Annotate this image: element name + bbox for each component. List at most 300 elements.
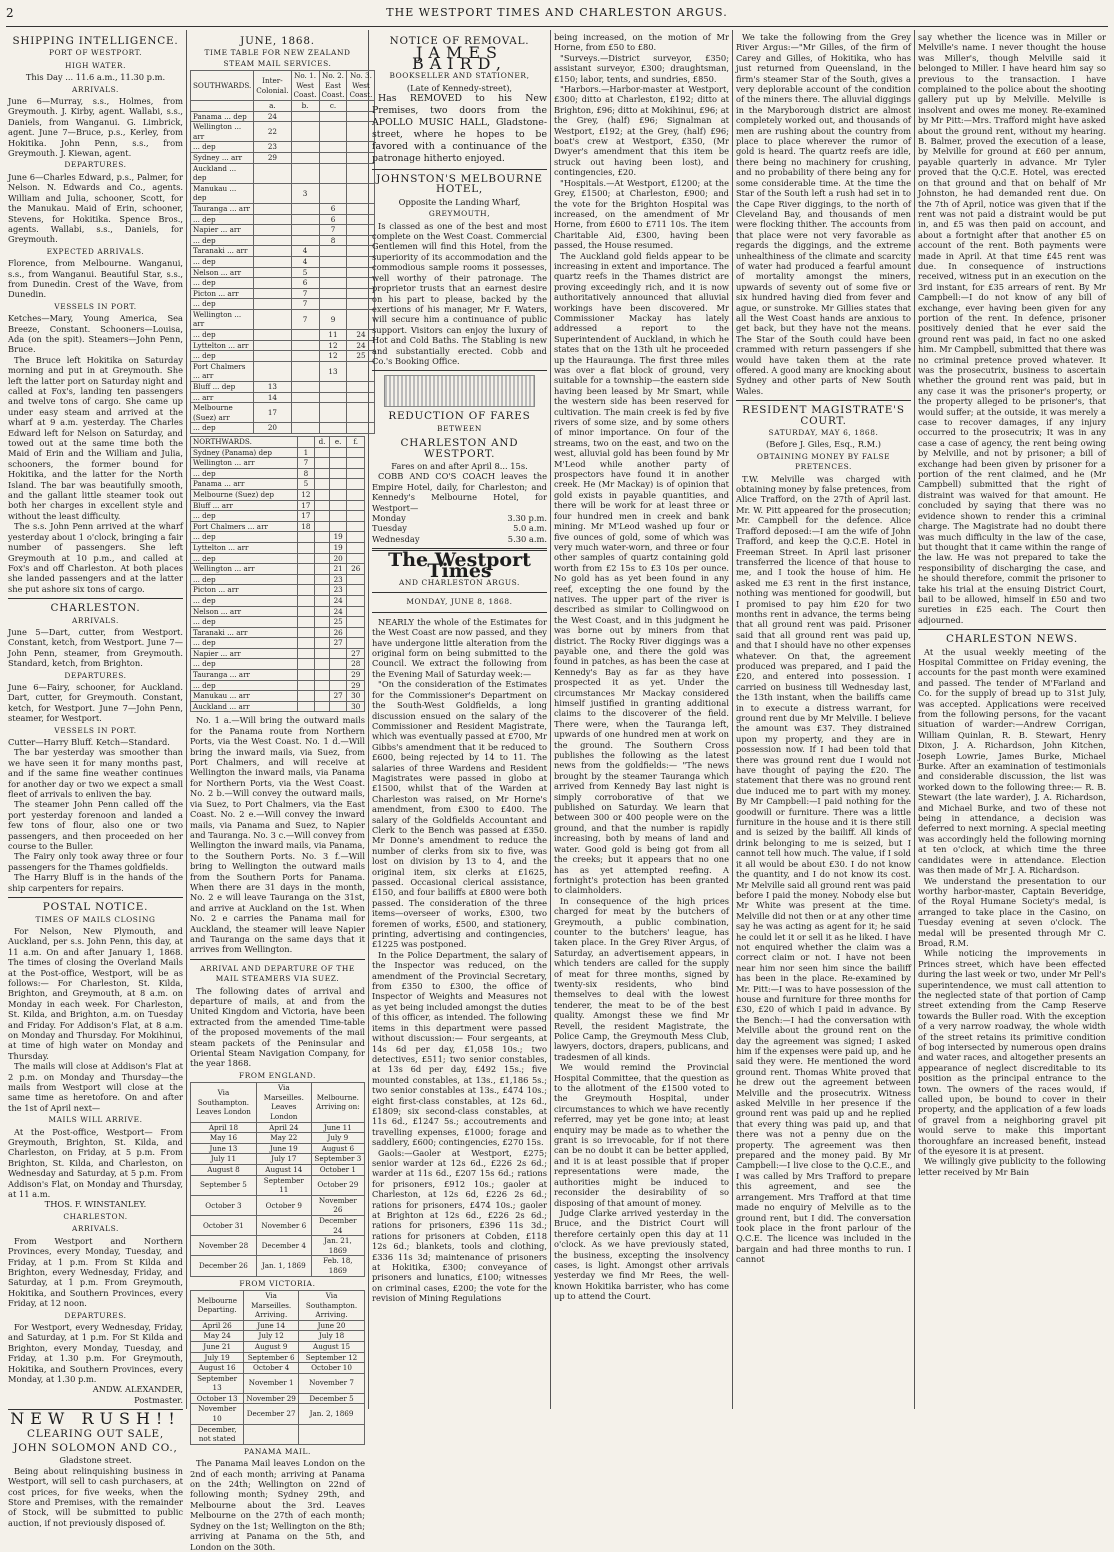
tide-label: HIGH WATER. — [64, 60, 127, 70]
timetable-month: JUNE, 1868. — [240, 35, 315, 47]
victoria-cell: November 1 — [244, 1373, 299, 1393]
victoria-cell: December, not stated — [191, 1424, 244, 1444]
timetable-north-cell — [347, 511, 365, 522]
timetable-north-cell — [297, 617, 315, 628]
timetable-north-cell: 30 — [347, 691, 365, 702]
timetable-north-cell: 8 — [297, 468, 315, 479]
timetable-south-cell — [347, 235, 375, 246]
timetable-south-cell: 8 — [319, 235, 347, 246]
timetable-south-cell: ... dep — [191, 214, 254, 225]
victoria-cell: April 26 — [191, 1320, 244, 1331]
firm-name: JOHN SOLOMON AND CO., — [13, 1442, 178, 1454]
coach-time-row — [372, 513, 547, 523]
timetable-south-cell — [254, 288, 291, 299]
departures-label: DEPARTURES. — [64, 1310, 127, 1320]
timetable-north-row — [191, 468, 365, 479]
from-victoria-label: FROM VICTORIA. — [239, 1278, 316, 1288]
timetable-south-cell — [291, 403, 319, 423]
vessels-label: VESSELS IN PORT. — [54, 301, 137, 311]
new-rush-title: NEW RUSH!! — [10, 1409, 181, 1429]
england-cell: December 26 — [191, 1256, 257, 1276]
coach-time-row — [372, 534, 547, 544]
timetable-south-cell — [319, 256, 347, 267]
timetable-north-cell: 17 — [297, 511, 315, 522]
timetable-north-cell — [329, 701, 347, 712]
issue-date: MONDAY, JUNE 8, 1868. — [406, 597, 513, 607]
timetable-north-cell — [315, 447, 330, 458]
timetable-south-cell — [254, 309, 291, 329]
victoria-cell — [299, 1424, 365, 1444]
england-cell: July 11 — [191, 1154, 257, 1165]
postal-text: For Westport, every Wednesday, Friday, and Saturday, at 1 p.m. For St Kilda and Brighton, every Monday, Tuesday, and Friday, at 1.30 p.m. For Greymouth, Hokitika, and Southern Provinces, every Monday, at 1.30 p.m. — [8, 1321, 183, 1384]
timetable-north-row — [191, 638, 365, 649]
victoria-row — [191, 1331, 365, 1342]
timetable-south-cell — [319, 423, 347, 434]
editorial-paragraph: NEARLY the whole of the Estimates for the West Coast are now passed, and they have undergone little alteration from the original form on being submitted to the Council. We extract the following from the Evening Mail of Saturday week:— — [372, 616, 547, 679]
timetable-south-cell — [347, 382, 375, 393]
timetable-south-cell: 7 — [291, 299, 319, 310]
timetable-south-cell — [291, 423, 319, 434]
timetable-north-cell: Wellington ... arr — [191, 564, 298, 575]
victoria-row — [191, 1363, 365, 1374]
timetable-south-cell — [254, 214, 291, 225]
expected-text: Florence, from Melbourne. Wanganui, s.s., from Wanganui. Beautiful Star, s.s., from Dunedin. Crest of the Wave, from Dunedin. — [8, 258, 183, 300]
timetable-north-cell: 7 — [297, 458, 315, 469]
timetable-heading: TIME TABLE FOR NEW ZEALAND STEAM MAIL SERVICES. — [204, 48, 351, 68]
timetable-south-row — [191, 122, 375, 142]
timetable-north-cell: 27 — [347, 648, 365, 659]
timetable-north-cell: 30 — [347, 701, 365, 712]
removal-heading: NOTICE OF REMOVAL. — [389, 35, 530, 47]
timetable-south-cell: ... dep — [191, 423, 254, 434]
victoria-cell: September 13 — [191, 1373, 244, 1393]
timetable-north-cell — [315, 564, 330, 575]
timetable-north-cell: Sydney (Panama) dep — [191, 447, 298, 458]
timetable-north-cell — [347, 617, 365, 628]
timetable-north-cell: ... dep — [191, 553, 298, 564]
arrivals-text: June 6—Murray, s.s., Holmes, from Greymouth. J. Kirby, agent. Wallabi, s.s., Daniels, from Wanganui. G. Limbrick, agent. June 7—Bruce, p.s., Kerley, from Hokitika. John Penn, s.s., from Greymouth. J. Kiewan, agent. — [8, 96, 183, 159]
timetable-north-cell: ... dep — [191, 638, 298, 649]
timetable-south-cell — [347, 309, 375, 329]
timetable-south-cell: 24 — [347, 340, 375, 351]
timetable-south-cell: Auckland ... dep — [191, 163, 254, 183]
timetable-south-cell: 20 — [254, 423, 291, 434]
timetable-south-cell — [319, 111, 347, 122]
col-header: Via Southampton. Leaves London — [191, 1083, 257, 1122]
timetable-south-cell — [254, 361, 291, 381]
timetable-north-cell — [315, 542, 330, 553]
editorial-paragraph: In the Police Department, the salary of the Inspector was reduced, on the amendment of the Provincial Secretary, from £350 to £300, the office of Inspector of Weights and Measures not as yet being included amongst the duties of this officer, as intended. The following items in this department were passed without discussion:— Four sergeants, at 14s 6d per day, £1,058 10s.; two detectives, £511; two senior constables, at 13s 6d per day, £492 15s.; five mounted constables, at 13s., £1,186 5s.; two senior constables at 13s., £474 10s.; eight first-class constables, at 12s 6d., £1809; six second-class constables, at 11s 6d., £1247 5s.; accoutrements and travelling expenses, £1000; forage and saddlery, £600; contingencies, £270 15s. — [372, 949, 547, 1148]
timetable-north-cell — [347, 521, 365, 532]
timetable-south-cell: 14 — [254, 392, 291, 403]
victoria-cell: July 19 — [191, 1352, 244, 1363]
col-header: Melbourne Departing. — [191, 1290, 244, 1320]
timetable-north-cell: Nelson ... arr — [191, 606, 298, 617]
timetable-south-cell — [319, 403, 347, 423]
court-body: T.W. Melville was charged with obtaining money by false pretences, from Alice Trafford, on the 27th of April last. Mr. W. Pitt appeared for the prosecution; Mr. Campbell for the defence. Alice Trafford deposed:—I am the wife of John Trafford, and keep the Q.C.E. Hotel in Freeman Street. In April last prisoner transferred the licence of that house to me, and I took the house of him. He asked me £3 rent in the first instance, nothing was mentioned for goodwill, but I promised to pay him £20 for two months rent in advance, the terms being that all ground rent was paid. Prisoner said that all ground rent was paid up, and that I should have no other expenses whatever. On that, the agreement produced was prepared, and I paid the £20, and entered into possession. I carried on business till Wednesday last, the 13th instant, when the bailiffs came in to execute a distress warrant, for ground rent due by Mr Melville. I believe the amount was £37. They distrained upon my property, and they are in possession now. If I had been told that there was ground rent due I would not have thought of paying the £20. The statement that there was no ground rent due induced me to part with my money. By Mr Campbell:—I paid nothing for the goodwill or furniture. There was a little furniture in the house and it is there still and is seized by the bailiff. All kinds of drink belonging to me is seized, but I cannot tell how much. The value, if I sold it all would be about £30. I do not know the quantity, and I do not know its cost. Mr Melville said all ground rent was paid before I paid the money. Nobody else but Mr White was present at the time. Melville did not then or at any other time say he was acting as agent for it; he said he could let it or sell it as he liked. I have not enquired whether the claim was a correct claim or not. I have not been near him nor seen him since the bailiff has been in the place. Re-examined by Mr. Pitt:—I was to have possession of the house and furniture for three months for £30, £20 of which I paid in advance. By the Bench:—I had the conversation with Melville about the ground rent on the day the agreement was signed; I asked him if the expenses were paid up, and he said they were. He mentioned the word ground rent. Thomas White proved that he drew out the agreement between Melville and the prosecutrix. Witness asked Melville in her presence if the ground rent was paid up and he replied that every thing was paid up, and that there was not a penny due on the property. The agreement was then prepared and the money paid. By Mr Campbell:—I live close to the Q.C.E., and I was called by Mrs Trafford to prepare this agreement, and see the arrangement. Mrs Trafford at that time made no enquiry of Melville as to the ground rent, but I did. The conversation took place in the front parlour of the Q.C.E. The licence was included in the bargain and had three months to run. I cannot — [736, 473, 911, 1265]
timetable-south-row — [191, 278, 375, 289]
victoria-cell: September 12 — [299, 1352, 365, 1363]
timetable-south-cell: Wellington ... arr — [191, 122, 254, 142]
expected-label: EXPECTED ARRIVALS. — [46, 246, 145, 256]
timetable-south-cell — [291, 163, 319, 183]
editorial-paragraph: "Surveys.—District surveyor, £350; assistant surveyor, £300; draughtsman, £150; labor, tents, and sundries, £850. — [554, 52, 729, 84]
timetable-north-cell — [297, 574, 315, 585]
vessels-text: Ketches—Mary, Young America, Sea Breeze, Constant. Schooners—Louisa, Ada (on the spit). Steamers—John Penn, Bruce. — [8, 313, 183, 355]
timetable-south-cell: 22 — [254, 122, 291, 142]
england-cell: September 3 — [311, 1154, 364, 1165]
timetable-north-cell: Napier ... arr — [191, 648, 298, 659]
section-rule — [8, 897, 183, 898]
victoria-cell: August 9 — [244, 1341, 299, 1352]
timetable-south-cell — [291, 225, 319, 236]
england-cell: Jan. 21, 1869 — [311, 1236, 364, 1256]
timetable-south-cell — [347, 183, 375, 203]
timetable-north-cell — [347, 489, 365, 500]
england-row — [191, 1133, 365, 1144]
news-paragraph: While noticing the improvements in Princes street, which have been effected during the last week or two, under Mr Pell's superintendence, we must call attention to the neglected state of that portion of Camp street extending from the Camp Reserve towards the Buller road. With the exception of a very narrow roadway, the whole width of the street retains its primitive condition of bog intersected by numerous open drains and water races, and altogether presents an appearance of neglect discreditable to its position as the principal entrance to the town. The owners of the races would, if called upon, be bound to cover in their property, and the application of a few loads of gravel from a neighboring gravel pit would serve to make this important thoroughfare an increased benefit, instead of the eyesore it is at present. — [918, 948, 1106, 1157]
timetable-north-cell — [315, 627, 330, 638]
timetable-south-row — [191, 111, 375, 122]
timetable-north-cell — [347, 627, 365, 638]
timetable-south-row — [191, 288, 375, 299]
timetable-south-cell — [347, 111, 375, 122]
timetable-north-row — [191, 489, 365, 500]
victoria-cell: July 18 — [299, 1331, 365, 1342]
charleston-paragraph: The bar yesterday was smoother than we have seen it for many months past, and if the same fine weather continues for another day or two we expect a small fleet of arrivals to enliven the bay. — [8, 747, 183, 800]
timetable-north-cell: ... dep — [191, 680, 298, 691]
from-england-label: FROM ENGLAND. — [239, 1070, 316, 1080]
victoria-row — [191, 1404, 365, 1424]
timetable-north-cell — [315, 532, 330, 543]
section-rule — [372, 592, 547, 593]
col-letter — [297, 437, 315, 448]
timetable-south-cell — [291, 392, 319, 403]
timetable-north-cell: 19 — [329, 542, 347, 553]
timetable-south-cell: ... dep — [191, 351, 254, 362]
timetable-south-cell — [291, 351, 319, 362]
england-cell: November 26 — [311, 1195, 364, 1215]
timetable-south-row — [191, 330, 375, 341]
timetable-north-cell: Melbourne (Suez) dep — [191, 489, 298, 500]
timetable-north-cell: ... dep — [191, 468, 298, 479]
england-row — [191, 1165, 365, 1176]
timetable-south-cell — [319, 142, 347, 153]
editorial-paragraph: In consequence of the high prices charged for meat by the butchers of Greymouth, a public combination, counter to the butchers' league, has taken place. In the Grey River Argus, of Saturday, an advertisement appears, in which tenders are called for the supply of meat for three months, signed by twenty-six residents, who bind themselves to deal with the lowest tenderer, the meat to be of the best quality. Amongst these we find Mr Revell, the resident Magistrate, the Police Camp, the Greymouth Mess Club, lawyers, doctors, drapers, publicans, and tradesmen of all kinds. — [554, 895, 729, 1062]
timetable-north-cell — [329, 648, 347, 659]
postmaster-signature: ANDW. ALEXANDER, — [92, 1384, 183, 1395]
england-cell: August 6 — [311, 1143, 364, 1154]
victoria-cell: May 24 — [191, 1331, 244, 1342]
england-cell: September 11 — [256, 1175, 311, 1195]
timetable-south-cell — [347, 267, 375, 278]
england-cell: October 3 — [191, 1195, 257, 1215]
mails-arrive-label: MAILS WILL ARRIVE. — [48, 1115, 143, 1125]
england-row — [191, 1195, 365, 1215]
timetable-south-cell — [291, 152, 319, 163]
timetable-south-cell — [291, 330, 319, 341]
timetable-south-cell — [319, 299, 347, 310]
timetable-south-cell — [254, 183, 291, 203]
victoria-cell: October 13 — [191, 1393, 244, 1404]
timetable-south-cell: 29 — [254, 152, 291, 163]
timetable-north-row — [191, 627, 365, 638]
timetable-south-cell — [254, 340, 291, 351]
timetable-north-cell — [315, 500, 330, 511]
col-header: Inter-Colonial. — [254, 71, 291, 101]
timetable-north-cell — [329, 511, 347, 522]
timetable-north-row — [191, 511, 365, 522]
timetable-north-cell: 20 — [329, 553, 347, 564]
victoria-cell: August 16 — [191, 1363, 244, 1374]
victoria-cell: November 10 — [191, 1404, 244, 1424]
victoria-row — [191, 1393, 365, 1404]
timetable-south-cell — [291, 214, 319, 225]
timetable-south-cell — [319, 122, 347, 142]
timetable-north-cell: 19 — [329, 532, 347, 543]
timetable-south-cell: 25 — [347, 351, 375, 362]
timetable-south-row — [191, 142, 375, 153]
timetable-north-cell — [315, 638, 330, 649]
timetable-north-row — [191, 701, 365, 712]
timetable-south-cell — [319, 163, 347, 183]
timetable-north-cell — [329, 680, 347, 691]
charleston-news-heading: CHARLESTON NEWS. — [946, 633, 1078, 646]
timetable-north-cell — [347, 595, 365, 606]
timetable-north-cell: Manukau ... arr — [191, 691, 298, 702]
timetable-north-cell — [329, 521, 347, 532]
section-rule — [372, 370, 547, 371]
timetable-north-cell: 21 — [329, 564, 347, 575]
england-cell: April 24 — [256, 1122, 311, 1133]
suez-body: The following dates of arrival and departure of mails, at and from the United Kingdom and Victoria, have been extracted from the amended Time-table of the proposed movements of the mail steam packets of the Peninsular and Oriental Steam Navigation Company, for the year 1868. — [190, 985, 365, 1069]
timetable-north-cell — [329, 447, 347, 458]
victoria-cell: November 29 — [244, 1393, 299, 1404]
shipping-paragraph: The s.s. John Penn arrived at the wharf yesterday about 1 o'clock, bringing a fair number of passengers. She left Greymouth at 10 p.m., and called at Fox's and off Charleston. At both places she landed passengers and at the latter she put ashore six tons of cargo. — [8, 521, 183, 594]
victoria-cell — [244, 1424, 299, 1444]
timetable-north-cell — [347, 447, 365, 458]
timetable-south-cell — [347, 122, 375, 142]
coach-illustration — [384, 375, 535, 407]
firm-street: Gladstone street. — [59, 1455, 132, 1466]
timetable-south-cell: 6 — [319, 214, 347, 225]
timetable-south-cell: 6 — [319, 203, 347, 214]
advertiser-name: JAMES BAIRD, — [411, 43, 508, 73]
timetable-north-cell: 18 — [297, 521, 315, 532]
col-letter: f. — [347, 437, 365, 448]
fares-price: Fares on and after April 8... 15s. — [391, 460, 528, 471]
col-header: No. 2. East Coast. — [319, 71, 347, 101]
fares-heading: REDUCTION OF FARES — [388, 410, 531, 423]
timetable-south-row — [191, 361, 375, 381]
timetable-northwards — [190, 436, 365, 712]
timetable-south-row — [191, 267, 375, 278]
paper-masthead-sub: AND CHARLESTON ARGUS. — [398, 578, 521, 588]
timetable-south-cell: ... dep — [191, 235, 254, 246]
timetable-south-cell — [254, 256, 291, 267]
timetable-north-cell: 29 — [347, 680, 365, 691]
timetable-north-cell: Taranaki ... arr — [191, 627, 298, 638]
col-letter: c. — [319, 101, 347, 112]
timetable-north-cell — [297, 606, 315, 617]
timetable-south-cell — [347, 288, 375, 299]
timetable-south-cell — [319, 288, 347, 299]
section-rule — [372, 169, 547, 170]
timetable-north-row — [191, 691, 365, 702]
coach-times — [372, 513, 547, 544]
timetable-south-cell — [347, 278, 375, 289]
timetable-north-cell — [347, 553, 365, 564]
departures-label: DEPARTURES. — [64, 160, 127, 170]
victoria-cell: June 20 — [299, 1320, 365, 1331]
timetable-south-cell: ... dep — [191, 142, 254, 153]
england-row — [191, 1236, 365, 1256]
timetable-north-cell: 24 — [329, 595, 347, 606]
timetable-south-cell: ... dep — [191, 330, 254, 341]
rush-body: Being about relinquishing business in Westport, will sell to cash purchasers, at cost prices, for five weeks, when the Store and Premises, with the remainder of Stock, will be submitted to public auction, if not previously disposed of. — [8, 1465, 183, 1528]
editorial-paragraph: "On the consideration of the Estimates for the Commissioner's Department on the South-West Goldfields, a long discussion ensued on the salary of the Commissioner and Resident Magistrate, which was eventually passed at £700, Mr Gibbs's amendment that it be reduced to £600, being rejected by 14 to 11. The salaries of three Wardens and Resident Magistrates were passed in globo at £1500, whilst that of the Warden at Charleston was raised, on Mr Horne's amendment, from £300 to £400. The salary of the Goldfields Accountant and Clerk to the Bench was passed at £350. Mr Donne's amendment to reduce the number of clerks from six to five, was lost on division by 13 to 4, and the original item, six clerks at £1625, passed. Occasional clerical assistance, £150, and four bailiffs at £800 were both passed. The consideration of the three items—overseer of works, £300, two foremen of works, £500, and stationery, printing, advertising and contingencies, £1225 was postponed. — [372, 679, 547, 950]
england-cell: October 9 — [256, 1195, 311, 1215]
victoria-cell: August 15 — [299, 1341, 365, 1352]
timetable-north-row — [191, 585, 365, 596]
timetable-north-cell — [347, 606, 365, 617]
timetable-north-cell — [347, 638, 365, 649]
court-case: OBTAINING MONEY BY FALSE PRETENCES. — [756, 451, 891, 472]
timetable-south-cell — [319, 267, 347, 278]
timetable-south-cell: 5 — [291, 267, 319, 278]
timetable-north-row — [191, 553, 365, 564]
timetable-south-row — [191, 203, 375, 214]
timetable-north-cell — [347, 500, 365, 511]
timetable-north-cell — [329, 670, 347, 681]
timetable-north-cell — [347, 479, 365, 490]
england-cell: June 13 — [191, 1143, 257, 1154]
timetable-north-cell: Wellington ... arr — [191, 458, 298, 469]
timetable-north-cell — [315, 701, 330, 712]
timetable-south-cell: 24 — [347, 330, 375, 341]
timetable-north-cell — [297, 532, 315, 543]
victoria-cell: November 7 — [299, 1373, 365, 1393]
col-header: Via Southampton. Arriving. — [299, 1290, 365, 1320]
column-divider — [186, 30, 187, 1409]
england-row — [191, 1256, 365, 1276]
timetable-south-cell: ... dep — [191, 256, 254, 267]
timetable-north-cell: 27 — [329, 638, 347, 649]
england-cell: May 16 — [191, 1133, 257, 1144]
timetable-south-cell: 13 — [319, 361, 347, 381]
arrivals-label: ARRIVALS. — [71, 84, 119, 94]
timetable-north-cell — [347, 542, 365, 553]
england-row — [191, 1175, 365, 1195]
timetable-south-cell — [319, 382, 347, 393]
timetable-north-cell — [347, 468, 365, 479]
col-header: Via Marseilles. Leaves London — [256, 1083, 311, 1122]
fares-between: BETWEEN — [437, 423, 482, 433]
timetable-south-row — [191, 152, 375, 163]
hotel-sub: Opposite the Landing Wharf, — [398, 196, 521, 207]
timetable-south-cell — [291, 122, 319, 142]
timetable-south-cell — [254, 246, 291, 257]
timetable-south-cell — [319, 152, 347, 163]
timetable-north-row — [191, 458, 365, 469]
timetable-north-cell — [297, 585, 315, 596]
court-heading: RESIDENT MAGISTRATE'S COURT. — [742, 404, 905, 427]
editorial-paragraph: "Hospitals.—At Westport, £1200; at the Grey, £1500; at Charleston, £900; and the vote for the Brighton Hospital was increased, on the amendment of Mr Horne, from £600 to £711 10s. The item Charitable Aid, £300, having been passed, the House resumed. — [554, 177, 729, 251]
vessels-text: Cutter—Harry Bluff. Ketch—Standard. — [8, 737, 170, 747]
grey-argus-paragraph: We take the following from the Grey River Argus:—"Mr Gilles, of the firm of Carey and Gilles, of Hokitika, who has just returned from Queensland, in the firm's steamer Star of the South, gives a very deplorable account of the condition of the miners there. The alluvial diggings in the Maryborough district are almost completely worked out, and thousands of men are rushing about the country from place to place wherever the rumor of gold is heard. The quartz reefs are idle, there being no machinery for crushing, and no probability of there being any for some considerable time. At the time the Star of the South left a rush had set in to the Cape River diggings, to the north of Cleveland Bay, and thousands of men were flocking thither. The accounts from that place were not very favorable as regards the diggings, and the extreme unhealthiness of the climate and scarcity of water had produced a fearful amount of mortality amongst the miners, upwards of seventy out of some five or six hundred having died from fever and ague, or sunstroke. Mr Gillies states that all the West Coast hands are anxious to get back, but they have not the means. The Star of the South could have been crammed with return passengers if she would have taken them at the rate offered. A good many are knocking about Sydney and other parts of New South Wales. — [736, 32, 911, 396]
timetable-north-cell — [329, 500, 347, 511]
victoria-cell: July 12 — [244, 1331, 299, 1342]
timetable-north-row — [191, 500, 365, 511]
timetable-north-cell: 26 — [347, 564, 365, 575]
page-masthead — [0, 6, 1114, 26]
section-rule — [372, 612, 547, 613]
timetable-north-row — [191, 595, 365, 606]
paper-masthead: The Westport Times — [388, 549, 531, 582]
timetable-north-row — [191, 617, 365, 628]
top-rule — [6, 26, 1108, 27]
timetable-south-cell — [254, 267, 291, 278]
timetable-south-cell: 24 — [254, 111, 291, 122]
victoria-cell: December 5 — [299, 1393, 365, 1404]
timetable-north-cell: Tauranga ... arr — [191, 670, 298, 681]
timetable-north-cell — [347, 458, 365, 469]
timetable-north-cell — [297, 670, 315, 681]
col-letter: e. — [329, 437, 347, 448]
timetable-north-cell — [297, 564, 315, 575]
shipping-paragraph: The Bruce left Hokitika on Saturday morning and put in at Greymouth. She left the latter port on Saturday night and called at Fox's, landing ten passengers and twelve tons of cargo. She came up under easy steam and arrived at the wharf at 9 a.m. yesterday. The Charles Edward left for Nelson on Saturday, and towed out at the same time both the Maid of Erin and the William and Julia, schooners, the former bound for Hokitika, and the latter for the North Island. The bar was beautifully smooth, and the gallant little steamer took out both her charges in excellent style and without the least difficulty. — [8, 354, 183, 521]
postal-text: The mails will close at Addison's Flat at 2 p.m. on Monday and Thursday—the mails from Westport will close at the same time as heretofore. On and after the 1st of April next— — [8, 1061, 183, 1113]
timetable-south-cell: ... arr — [191, 392, 254, 403]
timetable-north-cell — [297, 701, 315, 712]
england-row — [191, 1143, 365, 1154]
timetable-north-cell — [315, 617, 330, 628]
timetable-north-cell — [347, 532, 365, 543]
charleston-paragraph: The Fairy only took away three or four passengers for the Thames goldfields. — [8, 851, 183, 872]
timetable-notes: No. 1 a.—Will bring the outward mails for the Panama route from Northern Ports, via the West Coast. No. 1 d.—Will bring the inward mails, via Suez, from Port Chalmers, and will receive at Wellington the inward mails, via Panama for Northern Ports, via the West Coast. No. 2 b.—Will convey the outward mails, via Suez, to Port Chalmers, via the East Coast. No. 2 e.—Will convey the inward mails, via Panama and Suez, to Napier and Tauranga. No. 3 c.—Will convey from Wellington the inward mails, via Panama, to the Southern Ports. No. 3 f.—Will bring to Wellington the outward mails from the Southern Ports for Panama. When there are 31 days in the month, No. 2 e will leave Tauranga on the 31st, and arrive at Auckland on the 1st. When No. 2 e carries the Panama mail for Auckland, the steamer will leave Napier and Tauranga on the same days that it arrives from Wellington. — [190, 715, 365, 955]
timetable-south-row — [191, 340, 375, 351]
timetable-north-row — [191, 447, 365, 458]
timetable-south-cell — [291, 203, 319, 214]
timetable-south-cell: ... dep — [191, 299, 254, 310]
timetable-north-cell: 24 — [329, 606, 347, 617]
arrivals-label: ARRIVALS. — [71, 615, 119, 625]
timetable-north-cell — [315, 659, 330, 670]
timetable-north-cell — [297, 680, 315, 691]
postal-text: For Nelson, New Plymouth, and Auckland, per s.s. John Penn, this day, at 11 a.m. On and after January 1, 1868. The times of closing the Overland Mails at the Post-office, Westport, will be as follows:— For Charleston, St. Kilda, Brighton, and Greymouth, at 8 a.m. on Monday in each week. For Charleston, St. Kilda, and Brighton, a.m. on Tuesday and Friday. For Addison's Flat, at 8 a.m. on Monday and Thursday. For Mokihinui, at time of high water on Monday and Thursday. — [8, 925, 183, 1061]
timetable-north-row — [191, 659, 365, 670]
timetable-north-cell — [297, 691, 315, 702]
timetable-north-row — [191, 606, 365, 617]
timetable-south-row — [191, 423, 375, 434]
timetable-south-cell — [347, 203, 375, 214]
col-header: No. 3. West Coast. — [347, 71, 375, 101]
timetable-south-row — [191, 403, 375, 423]
editorial-paragraph: "Harbors.—Harbor-master at Westport, £300; ditto at Charleston, £192; ditto at Brighton, £96; ditto at Mokihinui, £96; at the Grey, (half) £96; Signalman at Westport, £192; at the Grey, (half) £96; boat's crew at Westport, £350, (Mr Dwyer's amendment that this item be struck out having been lost), and contingencies, £20. — [554, 84, 729, 178]
victoria-cell: October 10 — [299, 1363, 365, 1374]
timetable-north-cell: 23 — [329, 574, 347, 585]
timetable-south-cell: Sydney ... arr — [191, 152, 254, 163]
timetable-south-row — [191, 351, 375, 362]
timetable-north-cell — [315, 648, 330, 659]
timetable-north-row — [191, 521, 365, 532]
england-cell: August 14 — [256, 1165, 311, 1176]
timetable-north-cell — [315, 458, 330, 469]
timetable-south-cell: 7 — [319, 225, 347, 236]
england-cell: Feb. 18, 1869 — [311, 1256, 364, 1276]
victoria-cell: June 21 — [191, 1341, 244, 1352]
timetable-south-cell — [291, 361, 319, 381]
